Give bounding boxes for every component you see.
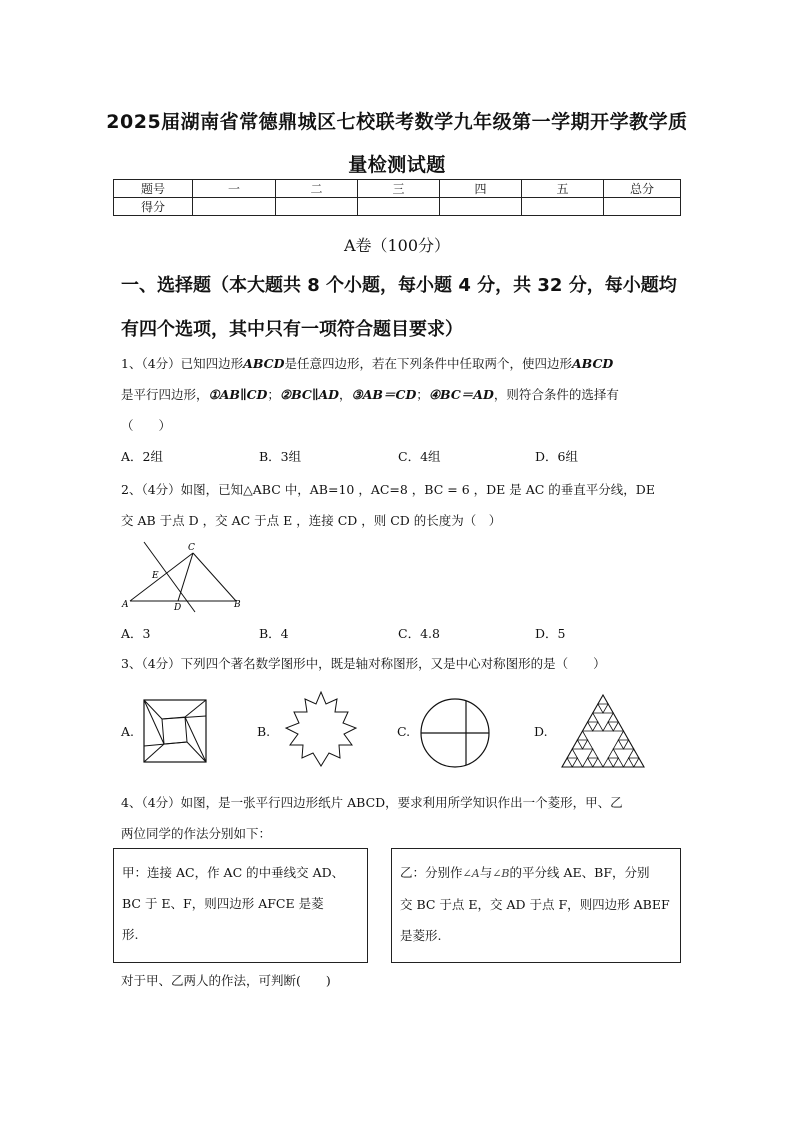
q1-condition: ②BC∥AD [279,387,340,402]
q4-yi-line2: 交 BC 于点 E，交 AD 于点 F，则四边形 ABEF [400,897,670,912]
q2-segment-ac [130,553,193,601]
score-table-header-row [114,180,681,198]
q3-option-a[interactable]: A. [121,724,135,739]
q1-option-d[interactable]: D．6组 [535,449,578,464]
q2-segment-cd [178,553,193,601]
question-4 [121,787,681,849]
q2-label-a: A [122,600,129,610]
q1-text: ，则符合条件的选择有 [493,387,619,402]
q3-option-b[interactable]: B. [257,724,271,739]
q2-label-c: C [188,543,195,553]
q4-line2: 两位同学的作法分别如下： [121,826,272,841]
score-header-cell: 五 [522,180,604,198]
q1-line3: （ ） [121,418,172,433]
q4-line1: 4、（4分）如图，是一张平行四边形纸片 ABCD，要求利用所学知识作出一个菱形，甲、乙 [121,795,623,810]
q1-options [121,441,681,472]
q4-yi-line1 [400,857,672,889]
score-cell [604,198,681,216]
score-header-cell: 二 [276,180,358,198]
q2-label-e: E [152,571,159,581]
q3-figure-d-sierpinski-triangle [560,693,646,769]
score-header-cell: 四 [440,180,522,198]
q1-condition: ④BC＝AD [428,387,494,402]
q2-option-c[interactable]: C．4.8 [398,626,440,641]
score-cell [522,198,604,216]
score-header-cell: 题号 [114,180,193,198]
q1-text: 是任意四边形，若在下列条件中任取两个，使四边形 [284,356,572,371]
q4-yi-angle-b: ∠B [492,867,510,880]
score-row-label: 得分 [114,198,193,216]
q4-yi-text: 乙：分别作 [400,865,463,880]
q1-text: 1、（4分）已知四边形 [121,356,244,371]
q2-option-a[interactable]: A．3 [121,626,151,641]
question-1 [121,348,681,472]
q4-jia-line1: 甲：连接 AC，作 AC 的中垂线交 AD、 [122,865,345,880]
q2-option-d[interactable]: D．5 [535,626,566,641]
q2-segment-bc [193,553,236,601]
page-title-line1: 2025届湖南省常德鼎城区七校联考数学九年级第一学期开学教学质 [106,111,688,133]
section-a-heading: A卷（100分） [343,236,451,255]
q4-yi-text: 的平分线 AE、BF，分别 [509,865,650,880]
q1-option-a[interactable]: A．2组 [121,449,163,464]
page-title-line2: 量检测试题 [348,154,446,176]
q2-triangle-figure [118,538,244,614]
score-cell [440,198,522,216]
q3-figure-a-pinwheel-square [142,698,208,764]
q1-line1 [121,348,681,379]
q4-yi-line3: 是菱形. [400,928,442,943]
q2-options [121,618,681,649]
q4-yi-text: 与 [479,865,493,880]
q4-method-yi-box [391,848,681,963]
q1-text: 是平行四边形， [121,387,209,402]
q3-figure-b-koch-snowflake [280,690,362,772]
q2-option-b[interactable]: B．4 [259,626,289,641]
q4-jia-line2: BC 于 E、F，则四边形 AFCE 是菱 [122,896,324,911]
q2-line2: 交 AB 于点 D ，交 AC 于点 E ，连接 CD ，则 CD 的长度为（ ） [121,513,502,528]
q4-yi-angle-a: ∠A [462,867,480,880]
q2-label-b: B [234,600,241,610]
question-2 [121,474,681,536]
q3-option-d[interactable]: D. [534,724,548,739]
q3-line1: 3、（4分）下列四个著名数学图形中，既是轴对称图形，又是中心对称图形的是（ ） [121,656,606,671]
q1-option-b[interactable]: B．3组 [259,449,302,464]
q2-line1: 2、（4分）如图，已知△ABC 中，AB=10 ，AC=8 ，BC = 6 ，DE 是 AC 的垂直平分线，DE [121,482,655,497]
part1-heading-line2: 有四个选项，其中只有一项符合题目要求） [121,319,463,340]
q4-jia-line3: 形. [122,927,139,942]
score-table-score-row [114,198,681,216]
q2-label-d: D [174,603,182,613]
score-header-cell: 三 [358,180,440,198]
q1-line2: 是平行四边形，①AB∥CD；②BC∥AD，③AB＝CD；④BC＝AD，则符合条件的选择有 [121,387,619,402]
score-header-cell: 一 [193,180,276,198]
score-header-cell: 总分 [604,180,681,198]
score-table [113,179,681,216]
q3-option-c[interactable]: C. [397,724,411,739]
q3-figure-c-circle-cross [418,696,492,770]
q4-question-line: 对于甲、乙两人的作法，可判断( ) [121,973,331,988]
question-3 [121,648,681,679]
score-cell [358,198,440,216]
q1-condition: ①AB∥CD [208,387,268,402]
q1-var: ABCD [571,356,614,371]
score-cell [276,198,358,216]
score-cell [193,198,276,216]
q1-condition: ③AB＝CD [351,387,417,402]
q1-option-c[interactable]: C．4组 [398,449,441,464]
part1-heading [121,264,681,352]
q4-method-jia-box [113,848,368,963]
q1-var: ABCD [243,356,285,371]
part1-heading-line1: 一、选择题（本大题共 8 个小题，每小题 4 分，共 32 分，每小题均 [121,275,677,296]
